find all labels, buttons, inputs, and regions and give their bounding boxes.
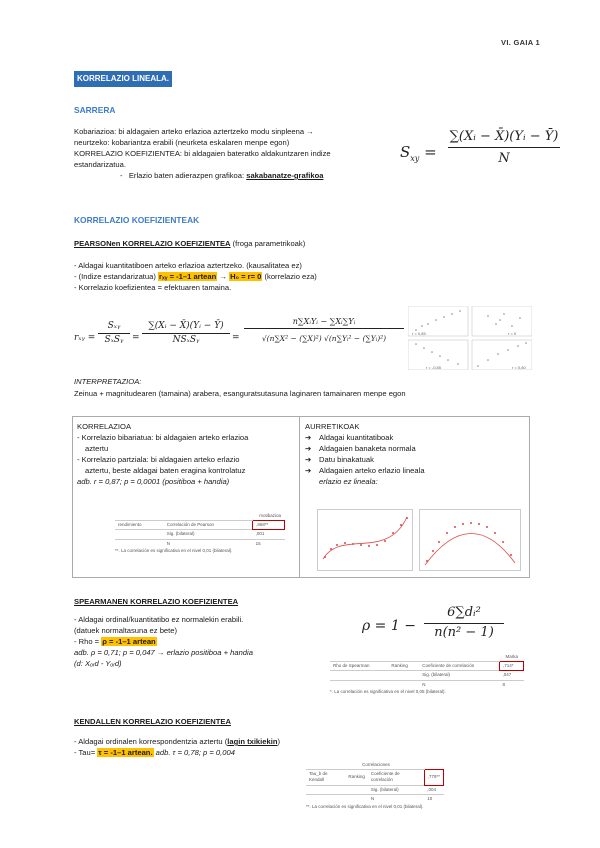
spearman-table: Marka Rho de Spearman Ranking Coeficiente de correlación ,714* Sig. (bilateral) ,047 N 8 *. La correlación es significativa en el nivel 0,05 (bilateral). xyxy=(330,654,526,696)
pearson-example: adb. r = 0,87; p = 0,0001 (positiboa + handia) xyxy=(77,477,230,486)
spearman-table-note: *. La correlación es significativa en el nivel 0,05 (bilateral). xyxy=(330,689,446,695)
list-item: ➔ Aldagaien banaketa normala xyxy=(305,444,416,453)
sarrera-text xyxy=(74,126,384,181)
nonlinear-plot-1 xyxy=(317,509,413,571)
kendall-table-note: **. La correlación es significativa en el nivel 0,01 (bilateral). xyxy=(306,803,424,809)
spearman-rho-cell: ,714* xyxy=(499,661,523,671)
pearson-r-cell: ,868** xyxy=(253,520,285,530)
covariance-formula: $S_{xy}$ = ∑(Xᵢ − X̄)(Yᵢ − Ȳ) N xyxy=(400,129,559,166)
tau-highlight: τ = -1–1 artean. xyxy=(98,748,153,757)
scatter-thumbnails xyxy=(408,306,532,370)
spearman-title: SPEARMANEN KORRELAZIO KOEFIZIENTEA xyxy=(74,597,239,606)
nonlinear-plot-2 xyxy=(419,509,521,571)
koef-heading: KORRELAZIO KOEFIZIENTEAK xyxy=(74,215,200,225)
table-row: Sig. (bilateral) ,047 xyxy=(330,671,524,681)
table-row: N 15 xyxy=(115,539,285,548)
pearson-title-line: PEARSONen KORRELAZIO KOEFIZIENTEA (froga parametrikoak) xyxy=(74,239,306,248)
rho-highlight: ρ = -1–1 artean xyxy=(102,637,156,646)
thumb-label-4: r = 0,80 xyxy=(512,365,526,370)
pearson-table: motibazioa rendimiento Correlación de Pearson ,868** Sig. (bilateral) ,001 N 15 **. La correlación es significativa en el nivel 0,01 (bilateral). xyxy=(115,513,295,554)
kendall-title: KENDALLEN KORRELAZIO KOEFIZIENTEA xyxy=(74,717,231,726)
pearson-text: - Aldagai kuantitatiboen arteko erlazioa aztertzeko. (kausalitatea ez) - (Indize estandarizatua) rₓᵧ = -1–1 artean → H₀ = r= 0 (korrelazio eza) - Korrelazio koefizientea = efektuaren tamaina. xyxy=(74,261,317,292)
h0-highlight: H₀ = r= 0 xyxy=(230,272,262,281)
page-header: VI. GAIA 1 xyxy=(501,38,540,47)
table-row: N 8 xyxy=(330,680,524,689)
kendall-tau-cell: ,778** xyxy=(424,769,443,785)
interpretazioa-label: INTERPRETAZIOA: xyxy=(74,377,142,386)
list-item: ➔ Datu binakatuak xyxy=(305,455,374,464)
table-row: Rho de Spearman Ranking Coeficiente de correlación ,714* xyxy=(330,661,524,671)
sakabanatze-link[interactable]: sakabanatze-grafikoa xyxy=(246,171,324,180)
pearson-formula: rₓᵧ = Sₓᵧ SₓSᵧ = ∑(Xᵢ − X̄)(Yᵢ − Ȳ) NSₓSᵧ = n∑XᵢYᵢ − ∑Xᵢ∑Yᵢ √(n∑X² − (∑X)²) √(n∑Yᵢ² − (∑Yᵢ)²) xyxy=(74,312,404,370)
spearman-formula: ρ = 1 − 6∑dᵢ² n(n² − 1) xyxy=(362,604,512,648)
box-left-title: KORRELAZIOA xyxy=(77,422,132,431)
box-left: KORRELAZIOA - Korrelazio bibariatua: bi aldagaien arteko erlazioa aztertu - Korrelazio partziala: bi aldagaien arteko erlazio aztertu, beste aldagai baten eragina kontrolatuz adb. r = 0,87; p = 0,0001 (positiboa + handia) xyxy=(77,421,295,487)
table-row: Tau_b de Kendall Ranking Coeficiente de correlación ,778** xyxy=(306,769,444,785)
table-row: Sig. (bilateral) ,004 xyxy=(306,785,444,795)
aurretikoak-list xyxy=(305,432,523,476)
nonlinear-label: erlazio ez lineala: xyxy=(319,477,378,486)
kendall-text: - Aldagai ordinalen korrespondentzia aztertu (lagin txikiekin) - Tau= τ = -1–1 artean. adb. τ = 0,78; p = 0,004 xyxy=(74,737,280,757)
sarrera-line-2: neurtzeko: kobariantza erabili (neurketa eskalaren menpe egon) xyxy=(74,138,290,147)
list-item: ➔ Aldagaien arteko erlazio lineala xyxy=(305,466,425,475)
sarrera-line-4: estandarizatua. xyxy=(74,160,126,169)
thumb-label-2: r = 0 xyxy=(508,331,517,336)
scatter-thumbnails-svg xyxy=(408,306,532,370)
thumb-label-1: r = 0,85 xyxy=(412,331,426,336)
r-range-highlight: rₓᵧ = -1–1 artean xyxy=(159,272,217,281)
spearman-text: - Aldagai ordinal/kuantitatibo ez normalekin erabili. (datuek normaltasuna ez bete) - Rho = ρ = -1–1 artean adb. ρ = 0,71; p = 0,047 → erlazio positiboa + handia (d: Xₒᵣd - Yₒᵣd) xyxy=(74,615,253,668)
spearman-spss-table xyxy=(330,661,524,690)
table-row: N 10 xyxy=(306,795,444,804)
box-right xyxy=(305,421,523,487)
document-title: KORRELAZIO LINEALA. xyxy=(74,71,172,87)
sarrera-bullet: - Erlazio baten adierazpen grafikoa: sakabanatze-grafikoa xyxy=(120,171,324,180)
sarrera-heading: SARRERA xyxy=(74,105,116,115)
pearson-table-note: **. La correlación es significativa en el nivel 0,01 (bilateral). xyxy=(115,548,233,554)
lagin-txikiekin-link[interactable]: lagin txikiekin xyxy=(227,737,278,746)
sarrera-line-1: Kobariazioa: bi aldagaien arteko erlazioa aztertzeko modu sinpleena → xyxy=(74,127,314,136)
thumb-label-3: r = -0,85 xyxy=(426,365,442,370)
list-item: ➔ Aldagai kuantitatiboak xyxy=(305,433,394,442)
pearson-spss-table xyxy=(115,520,285,549)
box-divider xyxy=(299,417,300,577)
sarrera-line-3: KORRELAZIO KOEFIZIENTEA: bi aldagaien bateratko aldakuntzaren indize xyxy=(74,149,331,158)
table-row: Sig. (bilateral) ,001 xyxy=(115,530,285,540)
box-right-title: AURRETIKOAK xyxy=(305,422,360,431)
table-row: rendimiento Correlación de Pearson ,868** xyxy=(115,520,285,530)
kendall-table: Correlaciones Tau_b de Kendall Ranking Coeficiente de correlación ,778** Sig. (bilateral) ,004 N 10 **. La correlación es significativa en el nivel 0,01 (bilateral). xyxy=(306,762,446,810)
interpretazioa-text: Zeinua + magnitudearen (tamaina) arabera, esanguratsutasuna laginaren tamainaren menpe egon xyxy=(74,389,406,398)
korrelazioa-box xyxy=(72,416,530,578)
kendall-spss-table xyxy=(306,769,444,804)
